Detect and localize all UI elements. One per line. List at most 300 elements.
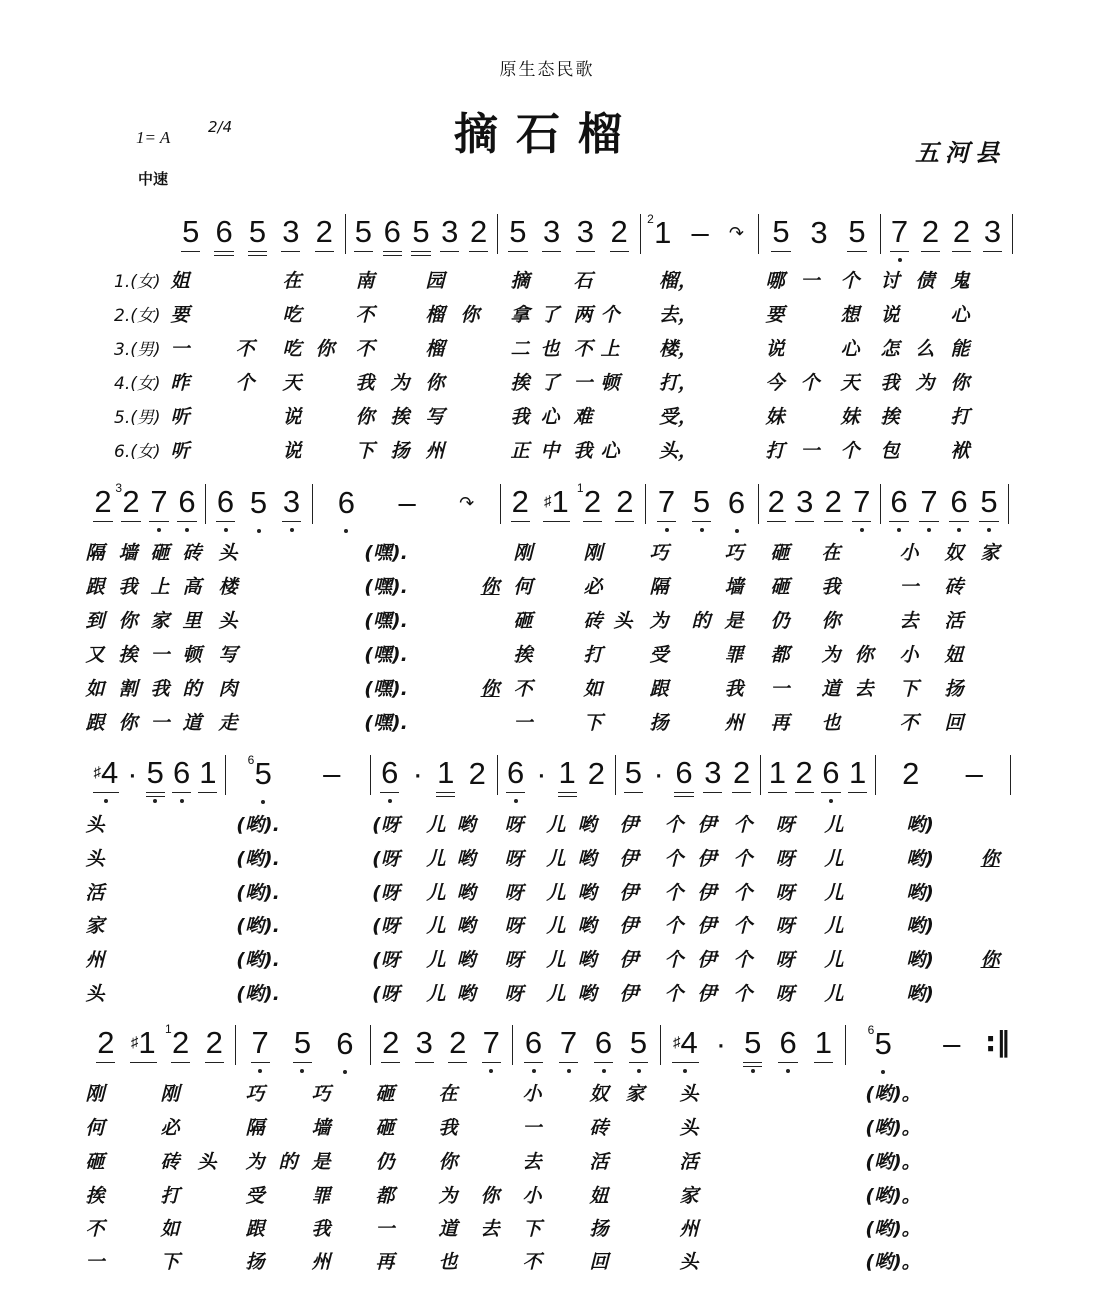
note-value: 2 bbox=[511, 484, 529, 519]
lyric-syllable: 个 bbox=[733, 848, 753, 870]
note-value: 2 bbox=[315, 214, 333, 249]
verse-label: 1.(女) bbox=[114, 272, 161, 292]
measure bbox=[649, 482, 754, 522]
note-value: 6 bbox=[172, 755, 191, 790]
lyric-syllable: 下 bbox=[160, 1251, 180, 1273]
lyric-syllable: 也 bbox=[438, 1251, 458, 1273]
lyric-syllable: 个 bbox=[664, 814, 684, 836]
note-value: 1 bbox=[814, 1025, 832, 1060]
note bbox=[249, 487, 268, 522]
lyric-syllable: 为 bbox=[390, 372, 410, 394]
lyric-syllable: 儿 bbox=[546, 848, 566, 870]
lyric-syllable: 一 bbox=[800, 270, 820, 292]
note-value: 3 bbox=[543, 214, 561, 249]
lyric-syllable: 伊 bbox=[697, 848, 717, 870]
lyric-syllable: 伊 bbox=[697, 983, 717, 1005]
note bbox=[205, 1027, 224, 1063]
dash bbox=[690, 217, 709, 252]
lyric-syllable: 你 bbox=[355, 406, 375, 428]
dash bbox=[397, 487, 416, 522]
lyric-syllable: 头 bbox=[85, 983, 105, 1005]
lyric-syllable: 是 bbox=[724, 610, 744, 632]
note-value: 7 bbox=[890, 214, 909, 249]
lyric-syllable: 哟 bbox=[577, 983, 597, 1005]
lyric-syllable: 能 bbox=[950, 338, 970, 360]
lyric-syllable: 砸 bbox=[770, 576, 790, 598]
lyric-syllable: 下 bbox=[355, 440, 375, 462]
note bbox=[674, 757, 693, 793]
lyric-syllable: 一 bbox=[150, 712, 170, 734]
lyric-syllable: 头 bbox=[85, 814, 105, 836]
note bbox=[247, 753, 273, 793]
lyric-syllable: 刚 bbox=[513, 542, 533, 564]
lyric-syllable: 你 bbox=[854, 644, 874, 666]
lyric-syllable: 正 bbox=[510, 440, 530, 462]
note bbox=[919, 486, 938, 522]
note bbox=[172, 757, 191, 793]
lyric-syllable: 小 bbox=[522, 1083, 542, 1105]
note-value: 3 bbox=[282, 484, 301, 519]
dash bbox=[322, 758, 341, 793]
lyric-syllable: 哟 bbox=[456, 814, 476, 836]
note-value: 1 bbox=[849, 755, 867, 790]
lyric-syllable: 头 bbox=[679, 1251, 699, 1273]
measure bbox=[316, 482, 496, 522]
lyric-syllable: 隔 bbox=[85, 542, 105, 564]
lyric-syllable: 妹 bbox=[765, 406, 785, 428]
lyric-syllable: 都 bbox=[375, 1185, 395, 1207]
lyric-syllable: 个 bbox=[840, 440, 860, 462]
bar-line bbox=[225, 755, 226, 795]
lyric-syllable: 都 bbox=[770, 644, 790, 666]
lyric-syllable: 挨 bbox=[513, 644, 533, 666]
note-value: 2 bbox=[97, 1025, 115, 1060]
lyric-syllable: 姐 bbox=[170, 270, 190, 292]
lyric-syllable: 哟) bbox=[906, 949, 934, 971]
lyric-syllable: 哟 bbox=[577, 814, 597, 836]
note bbox=[181, 216, 200, 252]
note-value: 5 bbox=[692, 484, 711, 519]
lyric-syllable: 说 bbox=[880, 304, 900, 326]
lyric-syllable: 墙 bbox=[311, 1117, 331, 1139]
grace-note: 3 bbox=[115, 481, 123, 495]
lyric-syllable: 你 bbox=[460, 304, 480, 326]
lyric-syllable: 墙 bbox=[724, 576, 744, 598]
note bbox=[436, 757, 455, 793]
lyric-syllable: 哟) bbox=[906, 848, 934, 870]
note bbox=[558, 757, 577, 793]
note-value: 6 bbox=[822, 755, 840, 790]
note bbox=[149, 486, 168, 522]
lyric-syllable: 头， bbox=[658, 440, 698, 462]
lyric-syllable: 天 bbox=[840, 372, 860, 394]
lyric-syllable: 再 bbox=[770, 712, 790, 734]
note bbox=[380, 757, 399, 793]
lyric-syllable: 写 bbox=[425, 406, 445, 428]
measure bbox=[644, 212, 754, 252]
note bbox=[949, 486, 968, 522]
note bbox=[587, 758, 606, 793]
lyric-syllable: 也 bbox=[540, 338, 560, 360]
lyric-syllable: 挨 bbox=[510, 372, 530, 394]
lyric-syllable: 扬 bbox=[944, 678, 964, 700]
note bbox=[293, 1027, 312, 1063]
note-value: 2 bbox=[122, 484, 140, 519]
measure bbox=[501, 212, 636, 252]
lyric-syllable: 的 bbox=[182, 678, 202, 700]
lyric-syllable: 何 bbox=[85, 1117, 105, 1139]
grace-note: 2 bbox=[647, 212, 654, 226]
note bbox=[130, 1027, 157, 1063]
lyric-syllable: 不 bbox=[355, 304, 375, 326]
measure bbox=[664, 1023, 841, 1063]
lyric-syllable: 去 bbox=[522, 1151, 542, 1173]
note bbox=[778, 1027, 797, 1063]
lyric-syllable: 罪 bbox=[311, 1185, 331, 1207]
note-value: 1 bbox=[551, 484, 569, 519]
bar-line bbox=[758, 484, 759, 524]
note bbox=[248, 216, 267, 252]
lyric-syllable: 巧 bbox=[311, 1083, 331, 1105]
note-value: 3 bbox=[796, 484, 814, 519]
lyric-syllable: 下 bbox=[899, 678, 919, 700]
dot bbox=[412, 758, 424, 793]
lyric-syllable: 你 bbox=[821, 610, 841, 632]
note-value: 7 bbox=[482, 1025, 500, 1060]
lyric-syllable: 了 bbox=[540, 372, 560, 394]
lyric-syllable: 活 bbox=[85, 882, 105, 904]
lyric-syllable: 活 bbox=[679, 1151, 699, 1173]
lyric-syllable: 你 bbox=[425, 372, 445, 394]
end-repeat-barline: :‖ bbox=[985, 1025, 1011, 1058]
lyric-syllable: 呀 bbox=[504, 983, 524, 1005]
note-value: 7 bbox=[920, 484, 938, 519]
lyric-syllable: 头 bbox=[197, 1151, 217, 1173]
lyric-syllable: 摘 bbox=[510, 270, 530, 292]
lyric-syllable: 拿 bbox=[510, 304, 530, 326]
note bbox=[594, 1027, 613, 1063]
lyric-syllable: 我 bbox=[118, 576, 138, 598]
note-value: – bbox=[943, 1026, 961, 1061]
bar-line bbox=[615, 755, 616, 795]
lyric-syllable: 个 bbox=[664, 949, 684, 971]
lyric-syllable: 哪 bbox=[765, 270, 785, 292]
bar-line bbox=[497, 755, 498, 795]
note bbox=[559, 1027, 578, 1063]
lyric-syllable: 楼 bbox=[218, 576, 238, 598]
lyric-syllable: 家 bbox=[150, 610, 170, 632]
lyric-syllable: 扬 bbox=[245, 1251, 265, 1273]
lyric-syllable: 跟 bbox=[245, 1218, 265, 1240]
lyric-syllable: 头 bbox=[613, 610, 633, 632]
lyric-syllable: 在 bbox=[438, 1083, 458, 1105]
lyric-syllable: 为 bbox=[915, 372, 935, 394]
lyric-syllable: 哟) bbox=[906, 882, 934, 904]
lyric-syllable: 一 bbox=[85, 1251, 105, 1273]
lyric-syllable: 说 bbox=[765, 338, 785, 360]
subtitle: 原生态民歌 bbox=[499, 60, 595, 80]
lyric-syllable: 我 bbox=[438, 1117, 458, 1139]
lyric-syllable: 州 bbox=[724, 712, 744, 734]
lyric-syllable: 你 bbox=[118, 610, 138, 632]
note bbox=[468, 758, 487, 793]
song-title: 摘石榴 bbox=[454, 109, 640, 160]
note bbox=[411, 216, 430, 252]
lyric-syllable: 我 bbox=[880, 372, 900, 394]
lyric-syllable: 心 bbox=[840, 338, 860, 360]
bar-line bbox=[880, 214, 881, 254]
lyric-syllable: 打 bbox=[160, 1185, 180, 1207]
note-value: 5 bbox=[248, 214, 267, 249]
lyric-syllable: 榴 bbox=[425, 304, 445, 326]
lyric-syllable: 不 bbox=[355, 338, 375, 360]
note-value: 3 bbox=[415, 1025, 433, 1060]
lyric-syllable: 家 bbox=[679, 1185, 699, 1207]
note-value: 6 bbox=[506, 755, 525, 790]
lyric-syllable: 去 bbox=[854, 678, 874, 700]
lyric-syllable: 你 bbox=[950, 372, 970, 394]
lyric-syllable: 个 bbox=[664, 882, 684, 904]
note bbox=[542, 216, 561, 252]
lyric-syllable: 砖 bbox=[589, 1117, 609, 1139]
note bbox=[889, 486, 908, 522]
lyric-syllable: (呀 bbox=[372, 949, 400, 971]
lyric-syllable: (嘿). bbox=[364, 542, 408, 564]
lyric-syllable: 个 bbox=[840, 270, 860, 292]
lyric-syllable: 打 bbox=[950, 406, 970, 428]
lyric-syllable: 你 bbox=[980, 949, 1000, 971]
measure bbox=[501, 753, 611, 793]
lyric-syllable: (哟). bbox=[236, 949, 280, 971]
note bbox=[282, 486, 301, 522]
measure bbox=[89, 753, 221, 793]
lyric-syllable: (呀 bbox=[372, 882, 400, 904]
note-value: 2 bbox=[795, 755, 813, 790]
lyric-syllable: 肉 bbox=[218, 678, 238, 700]
note-value: 1 bbox=[654, 215, 672, 250]
lyric-syllable: 我 bbox=[355, 372, 375, 394]
lyric-syllable: 儿 bbox=[546, 814, 566, 836]
lyric-syllable: 呀 bbox=[775, 814, 795, 836]
lyric-syllable: 为 bbox=[649, 610, 669, 632]
bar-line bbox=[760, 755, 761, 795]
lyric-syllable: 砸 bbox=[150, 542, 170, 564]
lyric-syllable: 打 bbox=[583, 644, 603, 666]
lyric-syllable: 仍 bbox=[375, 1151, 395, 1173]
note-value: 5 bbox=[249, 485, 268, 520]
lyric-syllable: 在 bbox=[282, 270, 302, 292]
lyric-syllable: (呀 bbox=[372, 915, 400, 937]
note-value: ↷ bbox=[728, 223, 744, 243]
lyric-syllable: 上 bbox=[150, 576, 170, 598]
lyric-syllable: 里 bbox=[182, 610, 202, 632]
lyric-syllable: 州 bbox=[679, 1218, 699, 1240]
lyric-syllable: 个 bbox=[800, 372, 820, 394]
lyric-syllable: 呀 bbox=[775, 915, 795, 937]
lyric-syllable: 心 bbox=[600, 440, 620, 462]
lyric-syllable: 写 bbox=[218, 644, 238, 666]
measure bbox=[762, 212, 876, 252]
lyric-syllable: 受 bbox=[649, 644, 669, 666]
measure bbox=[209, 482, 308, 522]
lyric-syllable: 必 bbox=[583, 576, 603, 598]
lyric-syllable: 打 bbox=[765, 440, 785, 462]
lyric-syllable: 上 bbox=[600, 338, 620, 360]
dot bbox=[126, 758, 138, 793]
note-value: 6 bbox=[216, 484, 235, 519]
lyric-syllable: 哟 bbox=[456, 848, 476, 870]
lyric-syllable: 割 bbox=[118, 678, 138, 700]
dot bbox=[535, 758, 547, 793]
lyric-syllable: 伊 bbox=[697, 814, 717, 836]
lyric-syllable: 袱 bbox=[950, 440, 970, 462]
note-value: 5 bbox=[293, 1025, 312, 1060]
note-value: 5 bbox=[874, 1026, 892, 1061]
lyric-syllable: 道 bbox=[438, 1218, 458, 1240]
note bbox=[93, 486, 112, 522]
note-value: 6 bbox=[336, 1026, 354, 1061]
lyric-syllable: 说 bbox=[282, 406, 302, 428]
bar-line bbox=[235, 1025, 236, 1065]
lyric-syllable: 个 bbox=[733, 915, 753, 937]
lyric-syllable: 二 bbox=[510, 338, 530, 360]
note-value: 2 bbox=[610, 214, 628, 249]
lyric-syllable: 头 bbox=[218, 542, 238, 564]
lyric-syllable: 儿 bbox=[546, 882, 566, 904]
note-value: 3 bbox=[983, 214, 1002, 249]
note bbox=[921, 216, 940, 252]
lyric-syllable: 扬 bbox=[649, 712, 669, 734]
lyric-syllable: 小 bbox=[899, 542, 919, 564]
note bbox=[576, 481, 602, 522]
lyric-syllable: 儿 bbox=[824, 848, 844, 870]
lyric-syllable: 鬼 bbox=[950, 270, 970, 292]
note bbox=[96, 1027, 115, 1063]
note bbox=[727, 487, 746, 522]
lyric-syllable: 儿 bbox=[426, 915, 446, 937]
lyric-syllable: 心 bbox=[540, 406, 560, 428]
note-value: 2 bbox=[205, 1025, 223, 1060]
note-value: 1 bbox=[199, 755, 217, 790]
lyric-syllable: 呀 bbox=[504, 814, 524, 836]
lyric-syllable: 你 bbox=[980, 848, 1000, 870]
measure bbox=[849, 1023, 986, 1063]
note bbox=[177, 486, 196, 522]
note bbox=[952, 216, 971, 252]
lyric-syllable: 说 bbox=[282, 440, 302, 462]
lyric-syllable: 伊 bbox=[697, 949, 717, 971]
note bbox=[576, 216, 595, 252]
lyric-syllable: 个 bbox=[733, 949, 753, 971]
lyric-syllable: 哟 bbox=[456, 882, 476, 904]
lyric-syllable: 高 bbox=[182, 576, 202, 598]
lyric-syllable: 儿 bbox=[426, 848, 446, 870]
note bbox=[672, 1027, 699, 1063]
verse-label: 5.(男) bbox=[114, 408, 161, 428]
lyric-syllable: 如 bbox=[583, 678, 603, 700]
lyric-syllable: 再 bbox=[375, 1251, 395, 1273]
lyric-syllable: 去， bbox=[658, 304, 698, 326]
lyric-syllable: 挨 bbox=[85, 1185, 105, 1207]
note bbox=[164, 1022, 190, 1063]
lyric-syllable: 伊 bbox=[619, 882, 639, 904]
lyric-syllable: 今 bbox=[765, 372, 785, 394]
measure bbox=[884, 212, 1008, 252]
note-value: ↷ bbox=[459, 493, 475, 513]
lyric-syllable: 的 bbox=[691, 610, 711, 632]
lyric-syllable: 挨 bbox=[118, 644, 138, 666]
bar-line bbox=[500, 484, 501, 524]
grace-note: 6 bbox=[867, 1023, 875, 1037]
lyric-syllable: 活 bbox=[944, 610, 964, 632]
note-value: 2 bbox=[616, 484, 634, 519]
note-value: 5 bbox=[182, 214, 200, 249]
note bbox=[983, 216, 1002, 252]
bar-line bbox=[758, 214, 759, 254]
lyric-syllable: 个 bbox=[733, 983, 753, 1005]
verse-label: 6.(女) bbox=[114, 442, 161, 462]
measure bbox=[239, 1023, 366, 1063]
lyric-syllable: 不 bbox=[235, 338, 255, 360]
lyric-syllable: 伊 bbox=[619, 915, 639, 937]
lyric-syllable: 一 bbox=[770, 678, 790, 700]
lyric-syllable: (呀 bbox=[372, 983, 400, 1005]
bar-line bbox=[497, 214, 498, 254]
note bbox=[767, 486, 786, 522]
lyric-syllable: 要 bbox=[765, 304, 785, 326]
lyric-syllable: (呀 bbox=[372, 848, 400, 870]
note bbox=[469, 216, 488, 252]
lyric-syllable: 哟) bbox=[906, 814, 934, 836]
lyric-syllable: 个 bbox=[664, 848, 684, 870]
note bbox=[647, 212, 672, 252]
lyric-syllable: 我 bbox=[573, 440, 593, 462]
lyric-syllable: 州 bbox=[85, 949, 105, 971]
note bbox=[511, 486, 530, 522]
note bbox=[214, 216, 233, 252]
lyric-syllable: (哟). bbox=[236, 814, 280, 836]
note-value: – bbox=[691, 215, 709, 250]
measure bbox=[884, 482, 1004, 522]
bar-line bbox=[345, 214, 346, 254]
lyric-syllable: 南 bbox=[355, 270, 375, 292]
lyric-syllable: 你 bbox=[480, 576, 500, 598]
lyric-syllable: 走 bbox=[218, 712, 238, 734]
lyric-syllable: 头 bbox=[85, 848, 105, 870]
lyric-syllable: 是 bbox=[311, 1151, 331, 1173]
lyric-syllable: 儿 bbox=[546, 983, 566, 1005]
lyric-syllable: 伊 bbox=[697, 882, 717, 904]
lyric-syllable: 顿 bbox=[182, 644, 202, 666]
note bbox=[867, 1023, 893, 1063]
lyric-syllable: 讨 bbox=[880, 270, 900, 292]
lyric-syllable: 砖 bbox=[160, 1151, 180, 1173]
lyric-syllable: 你 bbox=[438, 1151, 458, 1173]
sharp-sign: ♯ bbox=[130, 1034, 139, 1051]
note-value: 2 bbox=[94, 484, 112, 519]
measure bbox=[764, 753, 871, 793]
lyric-syllable: 扬 bbox=[589, 1218, 609, 1240]
bar-line bbox=[1010, 755, 1011, 795]
measure bbox=[374, 753, 493, 793]
lyric-syllable: 一 bbox=[513, 712, 533, 734]
note-value: 6 bbox=[890, 484, 908, 519]
lyric-syllable: 呀 bbox=[504, 915, 524, 937]
bar-line bbox=[880, 484, 881, 524]
lyric-syllable: 刚 bbox=[583, 542, 603, 564]
lyric-syllable: (哟)。 bbox=[865, 1117, 921, 1139]
lyric-syllable: 榴， bbox=[658, 270, 698, 292]
